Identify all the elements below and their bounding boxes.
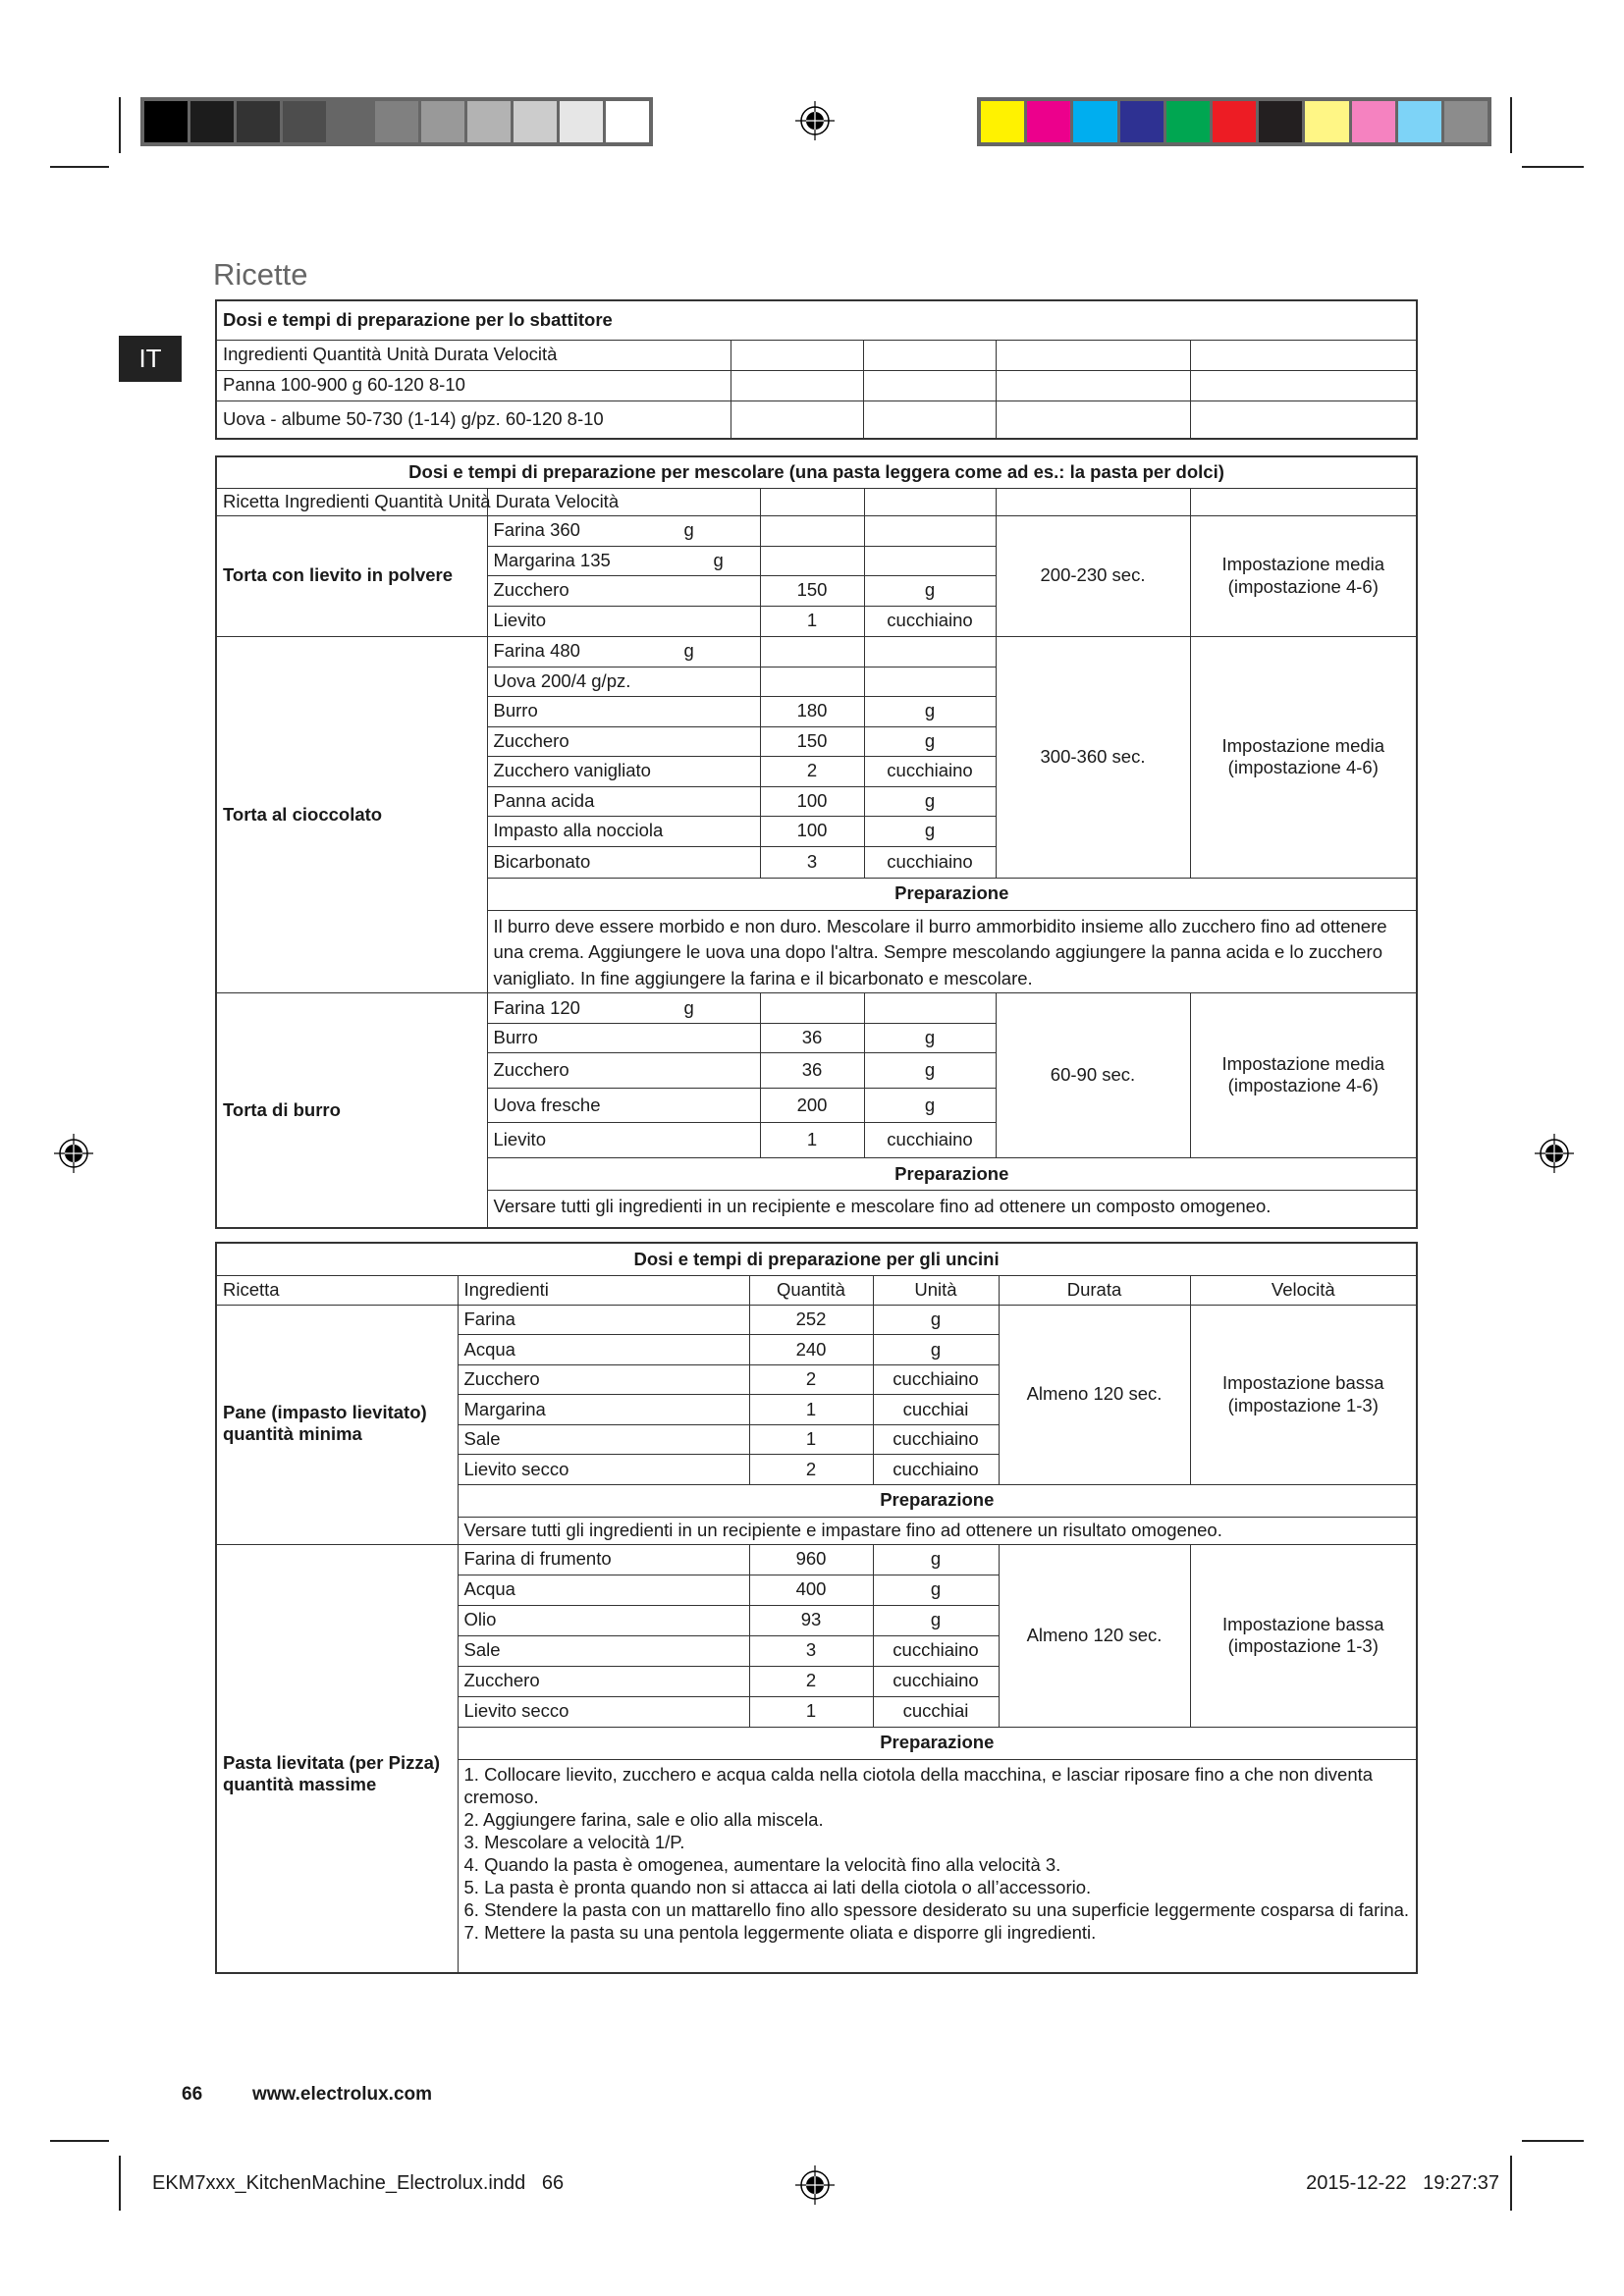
ingredient-quantity: 2 <box>749 1455 873 1485</box>
ingredient-unit: cucchiaino <box>864 846 996 878</box>
column-header: Velocità <box>1190 1275 1417 1305</box>
speed-setting: Impostazione bassa (impostazione 1-3) <box>1190 1544 1417 1727</box>
ingredient-quantity: 2 <box>760 756 864 786</box>
empty-cell <box>731 370 863 400</box>
ingredient-name: Farina 480 g <box>487 636 760 667</box>
ingredient-unit: cucchiaino <box>873 1635 999 1666</box>
table-header-row <box>216 1275 1417 1305</box>
color-swatch <box>1352 101 1395 142</box>
empty-cell <box>731 400 863 439</box>
empty-cell <box>1190 400 1417 439</box>
column-header: Ricetta <box>216 1275 458 1305</box>
ingredient-row <box>216 636 1417 667</box>
ingredient-name: Farina 120 g <box>487 992 760 1023</box>
row-text: Uova - albume 50-730 (1-14) g/pz. 60-120 8-10 <box>216 400 731 439</box>
color-swatch <box>237 101 280 142</box>
ingredient-unit: g <box>864 1023 996 1052</box>
preparation-label: Preparazione <box>458 1727 1417 1759</box>
ingredient-quantity: 36 <box>760 1052 864 1088</box>
ingredient-name: Zucchero vanigliato <box>487 756 760 786</box>
empty-cell <box>731 340 863 370</box>
registration-mark-icon <box>1535 1134 1574 1173</box>
column-header: Ingredienti <box>458 1275 749 1305</box>
color-swatch <box>1398 101 1441 142</box>
duration: 300-360 sec. <box>996 636 1190 878</box>
ingredient-quantity: 36 <box>760 1023 864 1052</box>
header-text: Ricetta Ingredienti Quantità Unità Durata Velocità <box>216 488 487 515</box>
table-title-row <box>216 1243 1417 1275</box>
ingredient-name: Burro <box>487 696 760 726</box>
preparation-text: Versare tutti gli ingredienti in un recipiente e mescolare fino ad ottenere un composto omogeneo. <box>487 1190 1417 1228</box>
color-swatch <box>1305 101 1348 142</box>
crop-mark <box>50 2140 109 2142</box>
ingredient-unit: g <box>873 1605 999 1635</box>
process-color-bar <box>977 97 1491 146</box>
ingredient-quantity: 1 <box>749 1395 873 1425</box>
recipe-name: Pane (impasto lievitato) quantità minima <box>216 1305 458 1544</box>
ingredient-quantity: 100 <box>760 816 864 846</box>
registration-mark-icon <box>795 2165 835 2205</box>
ingredient-unit: g <box>683 519 694 541</box>
ingredient-quantity: 240 <box>749 1335 873 1365</box>
preparation-step: 4. Quando la pasta è omogenea, aumentare la velocità fino alla velocità 3. <box>463 1854 1061 1875</box>
ingredient-name: Zucchero <box>458 1666 749 1696</box>
registration-mark-icon <box>54 1134 93 1173</box>
ingredient-quantity: 200 <box>760 1088 864 1122</box>
color-swatch <box>514 101 557 142</box>
ingredient-name: Zucchero <box>487 726 760 756</box>
dough-hook-table <box>215 1242 1418 1974</box>
preparation-label: Preparazione <box>458 1484 1417 1517</box>
ingredient-quantity: 1 <box>749 1696 873 1727</box>
ingredient-unit: g <box>864 696 996 726</box>
ingredient-quantity: 180 <box>760 696 864 726</box>
ingredient-unit: cucchiaino <box>873 1424 999 1455</box>
ingredient-unit <box>864 546 996 575</box>
preparation-step: 6. Stendere la pasta con un mattarello fino allo spessore desiderato su una superficie leggermente cosparsa di farina. <box>463 1899 1410 1921</box>
duration: 200-230 sec. <box>996 515 1190 636</box>
registration-mark-icon <box>795 101 835 140</box>
column-header: Durata <box>999 1275 1190 1305</box>
ingredient-quantity <box>760 992 864 1023</box>
ingredient-unit: g <box>864 575 996 606</box>
page-title: Ricette <box>213 257 308 292</box>
ingredient-name: Margarina 135 g <box>487 546 760 575</box>
ingredient-quantity: 150 <box>760 575 864 606</box>
ingredient-unit: cucchiaino <box>864 1122 996 1157</box>
empty-cell <box>996 488 1190 515</box>
recipe-name: Torta con lievito in polvere <box>216 515 487 636</box>
ingredient-name: Lievito <box>487 1122 760 1157</box>
ingredient-name: Zucchero <box>458 1364 749 1395</box>
ingredient-unit: cucchiaino <box>873 1666 999 1696</box>
ingredient-quantity: 1 <box>760 606 864 636</box>
ingredient-unit: cucchiaino <box>873 1455 999 1485</box>
preparation-step: 5. La pasta è pronta quando non si attacca ai lati della ciotola o all’accessorio. <box>463 1877 1092 1898</box>
speed-setting: Impostazione bassa (impostazione 1-3) <box>1190 1305 1417 1484</box>
empty-cell <box>996 370 1190 400</box>
page-number: 66 <box>182 2084 203 2105</box>
ingredient-unit <box>864 667 996 696</box>
crop-mark <box>119 2156 121 2211</box>
ingredient-name: Farina di frumento <box>458 1544 749 1575</box>
language-badge: IT <box>119 336 182 382</box>
ingredient-name: Farina 360 g <box>487 515 760 546</box>
ingredient-unit <box>864 515 996 546</box>
ingredient-row <box>216 515 1417 546</box>
ingredient-name: Olio <box>458 1605 749 1635</box>
whisk-table <box>215 299 1418 440</box>
table-title: Dosi e tempi di preparazione per gli uncini <box>216 1243 1417 1275</box>
ingredient-unit <box>864 636 996 667</box>
ingredient-quantity: 2 <box>749 1666 873 1696</box>
ingredient-unit: cucchiai <box>873 1395 999 1425</box>
ingredient-name: Lievito secco <box>458 1455 749 1485</box>
empty-cell <box>996 400 1190 439</box>
crop-mark <box>1510 2156 1512 2211</box>
speed-setting: Impostazione media (impostazione 4-6) <box>1190 636 1417 878</box>
slug-filename: EKM7xxx_KitchenMachine_Electrolux.indd 66 <box>152 2172 565 2194</box>
ingredient-name: Panna acida <box>487 786 760 816</box>
color-swatch <box>190 101 234 142</box>
table-row <box>216 340 1417 370</box>
ingredient-quantity: 93 <box>749 1605 873 1635</box>
crop-mark <box>1510 97 1512 153</box>
duration: Almeno 120 sec. <box>999 1544 1190 1727</box>
empty-cell <box>863 370 996 400</box>
ingredient-unit: g <box>713 549 724 570</box>
ingredient-row <box>216 1305 1417 1335</box>
ingredient-name: Acqua <box>458 1575 749 1605</box>
table-row <box>216 400 1417 439</box>
empty-cell <box>863 400 996 439</box>
preparation-step: 3. Mescolare a velocità 1/P. <box>463 1831 685 1852</box>
ingredient-unit: cucchiaino <box>873 1364 999 1395</box>
website-link[interactable]: www.electrolux.com <box>252 2084 433 2105</box>
color-swatch <box>1259 101 1302 142</box>
color-swatch <box>1027 101 1070 142</box>
color-swatch <box>375 101 418 142</box>
ingredient-quantity: 1 <box>760 1122 864 1157</box>
duration: Almeno 120 sec. <box>999 1305 1190 1484</box>
ingredient-quantity <box>760 636 864 667</box>
preparation-steps <box>458 1759 1417 1973</box>
empty-cell <box>760 488 864 515</box>
ingredient-unit: g <box>864 1088 996 1122</box>
ingredient-quantity <box>760 515 864 546</box>
ingredient-quantity: 1 <box>749 1424 873 1455</box>
ingredient-name: Margarina <box>458 1395 749 1425</box>
empty-cell <box>1190 488 1417 515</box>
ingredient-name: Sale <box>458 1635 749 1666</box>
color-swatch <box>421 101 464 142</box>
ingredient-unit: g <box>864 816 996 846</box>
ingredient-quantity: 150 <box>760 726 864 756</box>
ingredient-name: Lievito <box>487 606 760 636</box>
ingredient-unit: g <box>864 786 996 816</box>
ingredient-name: Sale <box>458 1424 749 1455</box>
ingredient-unit: g <box>873 1544 999 1575</box>
preparation-step: 2. Aggiungere farina, sale e olio alla miscela. <box>463 1808 824 1830</box>
preparation-step: 1. Collocare lievito, zucchero e acqua calda nella ciotola della macchina, e lasciar riposare fino a che non diventa cremoso. <box>463 1763 1374 1807</box>
column-header: Quantità <box>749 1275 873 1305</box>
ingredient-quantity: 2 <box>749 1364 873 1395</box>
color-swatch <box>560 101 603 142</box>
ingredient-quantity <box>760 667 864 696</box>
color-swatch <box>1120 101 1164 142</box>
ingredient-quantity: 400 <box>749 1575 873 1605</box>
table-row <box>216 370 1417 400</box>
mixing-table <box>215 455 1418 1229</box>
empty-cell <box>1190 370 1417 400</box>
crop-mark <box>1522 166 1584 168</box>
ingredient-unit: g <box>864 1052 996 1088</box>
ingredient-name: Uova fresche <box>487 1088 760 1122</box>
ingredient-name: Farina <box>458 1305 749 1335</box>
row-text: Ingredienti Quantità Unità Durata Velocità <box>216 340 731 370</box>
table-title-row <box>216 456 1417 488</box>
ingredient-quantity: 252 <box>749 1305 873 1335</box>
ingredient-name: Bicarbonato <box>487 846 760 878</box>
speed-setting: Impostazione media (impostazione 4-6) <box>1190 515 1417 636</box>
color-swatch <box>1073 101 1116 142</box>
ingredient-unit: g <box>873 1575 999 1605</box>
color-swatch <box>606 101 649 142</box>
ingredient-unit: g <box>683 640 694 662</box>
crop-mark <box>50 166 109 168</box>
preparation-label: Preparazione <box>487 1157 1417 1190</box>
recipe-name: Torta di burro <box>216 992 487 1228</box>
ingredient-name: Zucchero <box>487 575 760 606</box>
ingredient-name: Impasto alla nocciola <box>487 816 760 846</box>
ingredient-unit: g <box>864 726 996 756</box>
ingredient-unit: g <box>873 1335 999 1365</box>
ingredient-unit: cucchiai <box>873 1696 999 1727</box>
ingredient-unit <box>864 992 996 1023</box>
color-swatch <box>283 101 326 142</box>
empty-cell <box>864 488 996 515</box>
ingredient-quantity: 100 <box>760 786 864 816</box>
ingredient-quantity: 3 <box>749 1635 873 1666</box>
preparation-text: Versare tutti gli ingredienti in un recipiente e impastare fino ad ottenere un risultato omogeneo. <box>458 1517 1417 1544</box>
ingredient-quantity <box>760 546 864 575</box>
color-swatch <box>1166 101 1210 142</box>
crop-mark <box>1522 2140 1584 2142</box>
ingredient-quantity: 3 <box>760 846 864 878</box>
ingredient-name: Acqua <box>458 1335 749 1365</box>
speed-setting: Impostazione media (impostazione 4-6) <box>1190 992 1417 1157</box>
table-title: Dosi e tempi di preparazione per lo sbattitore <box>216 300 1417 340</box>
table-title-row <box>216 300 1417 340</box>
empty-cell <box>996 340 1190 370</box>
color-swatch <box>467 101 511 142</box>
preparation-text: Il burro deve essere morbido e non duro. Mescolare il burro ammorbidito insieme allo zucchero fino ad ottenere una crema. Aggiungere le uova una dopo l'altra. Sempre mescolando aggiungere la panna acida e lo zucchero vanigliato. In fine aggiungere la farina e il bicarbonato e mescolare. <box>487 910 1417 992</box>
duration: 60-90 sec. <box>996 992 1190 1157</box>
ingredient-name: Uova 200/4 g/pz. <box>487 667 760 696</box>
color-swatch <box>1444 101 1488 142</box>
ingredient-unit: g <box>683 996 694 1018</box>
grayscale-color-bar <box>140 97 653 146</box>
preparation-label: Preparazione <box>487 878 1417 910</box>
ingredient-row <box>216 1544 1417 1575</box>
ingredient-name: Burro <box>487 1023 760 1052</box>
recipe-name: Pasta lievitata (per Pizza) quantità massime <box>216 1544 458 1973</box>
ingredient-unit: g <box>873 1305 999 1335</box>
empty-cell <box>1190 340 1417 370</box>
color-swatch <box>981 101 1024 142</box>
crop-mark <box>119 97 121 153</box>
ingredient-unit: cucchiaino <box>864 756 996 786</box>
recipe-name: Torta al cioccolato <box>216 636 487 992</box>
preparation-step: 7. Mettere la pasta su una pentola leggermente oliata e disporre gli ingredienti. <box>463 1922 1097 1944</box>
color-swatch <box>144 101 188 142</box>
ingredient-name: Zucchero <box>487 1052 760 1088</box>
color-swatch <box>1213 101 1256 142</box>
empty-cell <box>863 340 996 370</box>
color-swatch <box>329 101 372 142</box>
table-header-row <box>216 488 1417 515</box>
ingredient-quantity: 960 <box>749 1544 873 1575</box>
ingredient-name: Lievito secco <box>458 1696 749 1727</box>
column-header: Unità <box>873 1275 999 1305</box>
ingredient-row <box>216 992 1417 1023</box>
row-text: Panna 100-900 g 60-120 8-10 <box>216 370 731 400</box>
slug-datetime: 2015-12-22 19:27:37 <box>1306 2172 1499 2194</box>
ingredient-unit: cucchiaino <box>864 606 996 636</box>
table-title: Dosi e tempi di preparazione per mescolare (una pasta leggera come ad es.: la pasta per dolci) <box>216 456 1417 488</box>
